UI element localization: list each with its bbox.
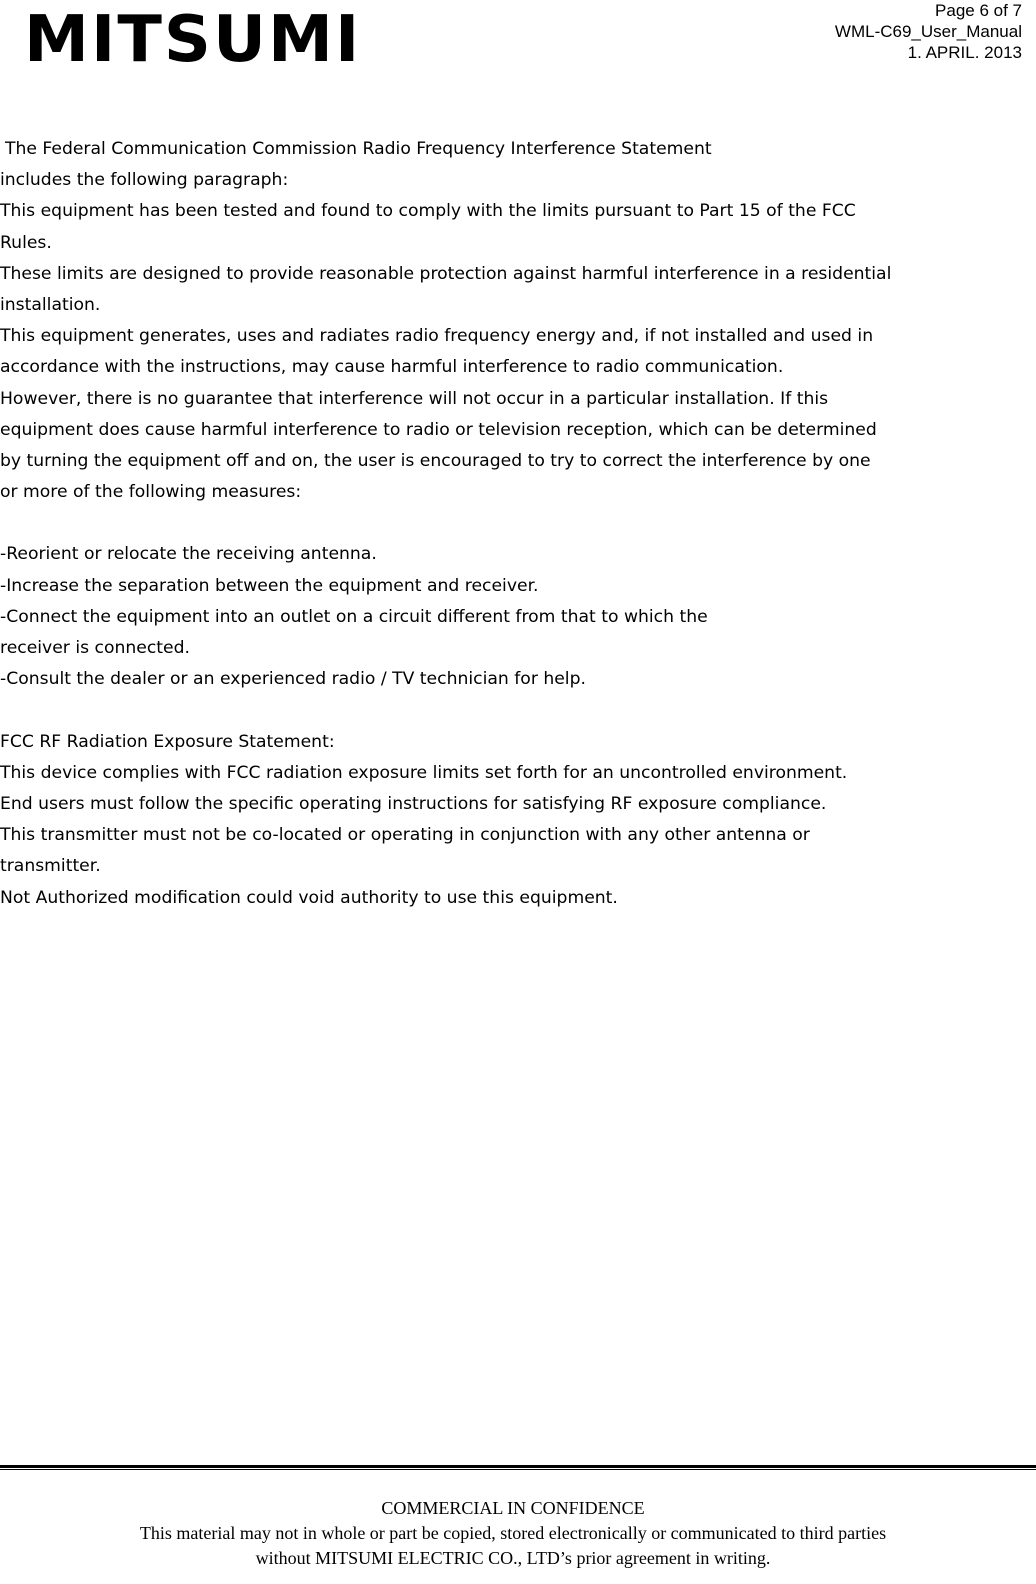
rf-exposure-heading: FCC RF Radiation Exposure Statement:: [0, 731, 335, 752]
confidentiality-notice: This material may not in whole or part be copied, stored electronically or communicated to third parties: [139, 1523, 887, 1543]
blank-line: [0, 695, 1030, 726]
rf-exposure-line: This transmitter must not be co-located or operating in conjunction with any other antenna or: [0, 825, 810, 846]
blank-line: [0, 508, 1030, 539]
confidentiality-notice: without MITSUMI ELECTRIC CO., LTD’s prior agreement in writing.: [255, 1548, 771, 1568]
page-number: Page 6 of 7: [935, 1, 1022, 20]
confidentiality-title: COMMERCIAL IN CONFIDENCE: [381, 1498, 645, 1518]
measure-item: -Reorient or relocate the receiving antenna.: [0, 544, 377, 565]
paragraph-line: However, there is no guarantee that interference will not occur in a particular installation. If this: [0, 388, 829, 409]
paragraph-line: installation.: [0, 294, 101, 315]
measure-item: receiver is connected.: [0, 638, 190, 658]
document-date: 1. APRIL. 2013: [907, 43, 1022, 62]
measure-item: -Increase the separation between the equipment and receiver.: [0, 575, 539, 596]
paragraph-line: equipment does cause harmful interference to radio or television reception, which can be determined: [0, 419, 877, 440]
rf-exposure-line: transmitter.: [0, 856, 101, 877]
paragraph-line: by turning the equipment off and on, the user is encouraged to try to correct the interference by one: [0, 450, 871, 471]
paragraph-line: or more of the following measures:: [0, 482, 302, 503]
fcc-intro-line: includes the following paragraph:: [0, 170, 289, 191]
document-meta: [835, 0, 1022, 63]
footer: [0, 1496, 1026, 1571]
measure-item: -Consult the dealer or an experienced radio / TV technician for help.: [0, 669, 586, 690]
rf-exposure-line: Not Authorized modification could void authority to use this equipment.: [0, 887, 618, 908]
document-name: WML-C69_User_Manual: [834, 22, 1022, 41]
rf-exposure-line: End users must follow the specific operating instructions for satisfying RF exposure compliance.: [0, 793, 827, 814]
paragraph-line: Rules.: [0, 232, 52, 253]
rf-exposure-line: This device complies with FCC radiation exposure limits set forth for an uncontrolled environment.: [0, 762, 848, 783]
measure-item: -Connect the equipment into an outlet on a circuit different from that to which the: [0, 606, 708, 627]
paragraph-line: These limits are designed to provide reasonable protection against harmful interference in a residential: [0, 263, 892, 284]
footer-divider: [0, 1465, 1036, 1470]
company-logo: MITSUMI: [24, 3, 362, 77]
paragraph-line: This equipment has been tested and found to comply with the limits pursuant to Part 15 of the FCC: [0, 201, 856, 222]
paragraph-line: accordance with the instructions, may cause harmful interference to radio communication.: [0, 357, 784, 378]
document-body: [0, 134, 1030, 914]
fcc-intro-line: The Federal Communication Commission Radio Frequency Interference Statement: [5, 139, 712, 159]
paragraph-line: This equipment generates, uses and radiates radio frequency energy and, if not installed and used in: [0, 326, 874, 347]
